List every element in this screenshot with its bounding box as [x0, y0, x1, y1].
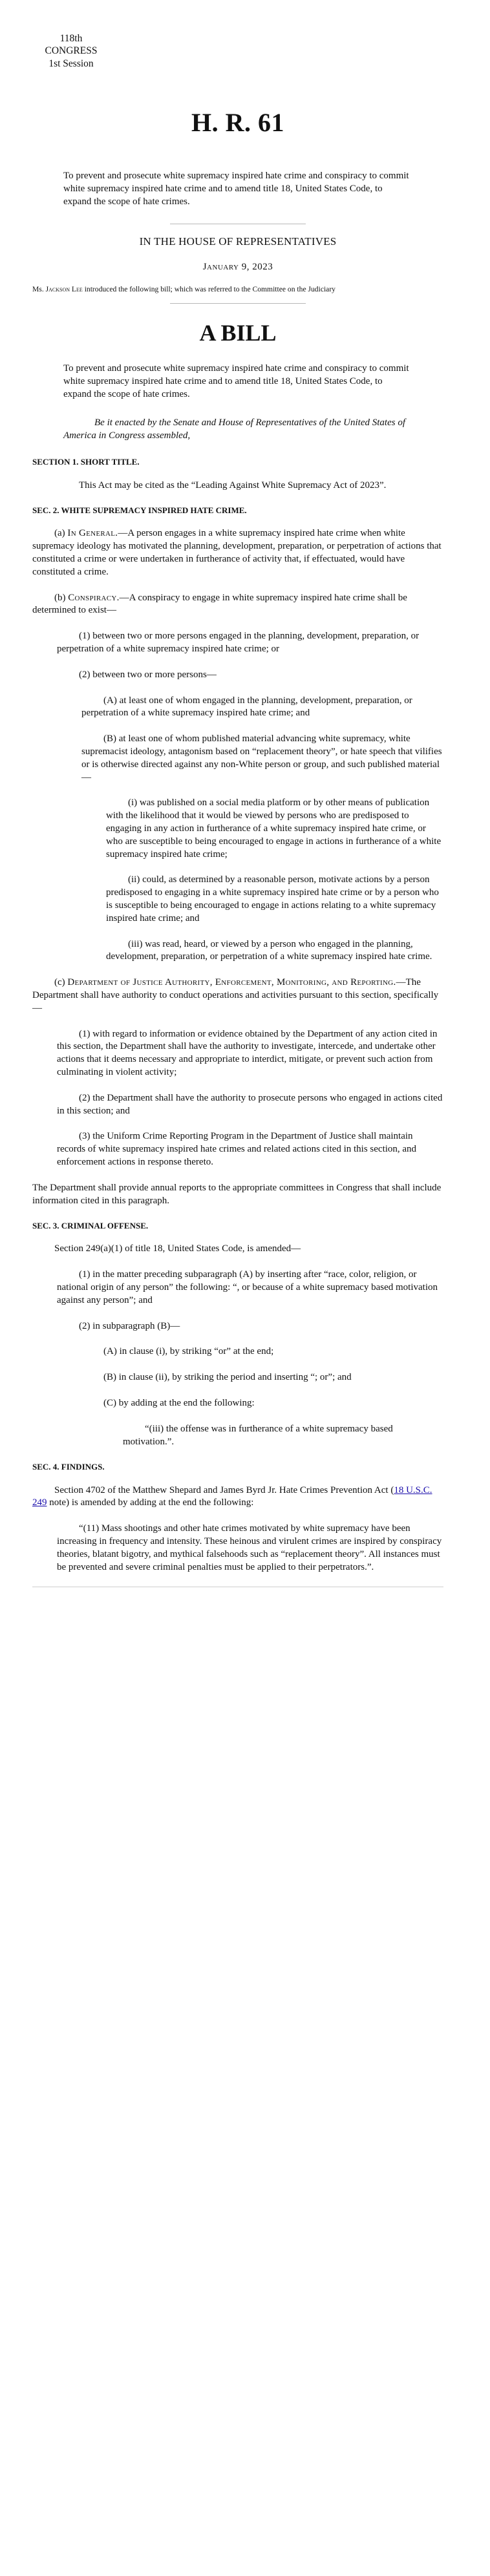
paragraph-b-1: (1) between two or more persons engaged in the planning, development, preparation, or perpetration of a white supremacy inspired hate crime; or	[57, 631, 420, 655]
amendment-1: (1) in the matter preceding subparagraph (A) by inserting after “race, color, religion, or national origin of any person” the following: “, or because of a white supremacy based motivation against any person”; and	[57, 1269, 438, 1305]
divider	[170, 303, 306, 304]
subsection-b-label: (b)	[54, 592, 69, 603]
subsection-a-text: —A person engages in a white supremacy inspired hate crime when white supremacy ideology has motivated the planning, development, preparation, or perpetration of actions that constituted a crime or were undertaken in furtherance of activity that, if effectuated, would have constituted a crime.	[32, 528, 442, 577]
subsection-c-heading: Department of Justice Authority, Enforcement, Monitoring, and Reporting.	[67, 977, 396, 988]
clause-b-2-B-i: (i) was published on a social media platform or by other means of publication with the likelihood that it would be viewed by persons who are predisposed to engaging in any action in furtherance of a white supremacy inspired hate crime, or who are susceptible to being encouraged to engage in actions in furtherance of a white supremacy inspired hate crime;	[106, 797, 442, 860]
sponsor-name: Jackson Lee	[45, 284, 83, 293]
clause-b-2-B-ii: (ii) could, as determined by a reasonable person, motivate actions by a person predisposed to engaging in a white supremacy inspired hate crime or by a person who is susceptible to being encouraged to engage in actions relating to a white supremacy inspired hate crime; and	[106, 874, 439, 924]
clause-b-2-B-iii: (iii) was read, heard, or viewed by a person who engaged in the planning, development, preparation, or perpetration of a white supremacy inspired hate crime.	[106, 938, 432, 962]
subsection-c	[32, 977, 443, 1015]
subsection-b-text: —A conspiracy to engage in white supremacy inspired hate crime shall be determined to exist—	[32, 592, 407, 616]
introduction-date: January 9, 2023	[202, 261, 273, 272]
congress-number: 118th	[59, 33, 83, 44]
section-3-intro: Section 249(a)(1) of title 18, United States Code, is amended—	[54, 1243, 301, 1254]
section-1-text: This Act may be cited as the “Leading Against White Supremacy Act of 2023”.	[79, 480, 387, 491]
subsection-c-label: (c)	[54, 977, 68, 988]
amendment-2-C-quote: “(iii) the offense was in furtherance of a white supremacy based motivation.”.	[123, 1423, 393, 1447]
finding-11-quote: “(11) Mass shootings and other hate crimes motivated by white supremacy have been increasing in frequency and intensity. These heinous and virulent crimes are inspired by conspiracy theories, blatant bigotry, and mythical falsehoods such as “replacement theory”. All instances must be prevented and severe criminal penalties must be applied to their perpetrators.”.	[57, 1523, 442, 1572]
enacting-clause: Be it enacted by the Senate and House of Representatives of the United States of America in Congress assembled,	[63, 417, 405, 441]
amendment-2: (2) in subparagraph (B)—	[79, 1320, 180, 1331]
section-4-intro-after: note) is amended by adding at the end the following:	[47, 1497, 254, 1508]
a-bill-heading: A BILL	[199, 319, 277, 346]
subsection-c-text: —The Department shall have authority to conduct operations and activities pursuant to this section, specifically—	[32, 977, 439, 1013]
section-4-heading: SEC. 4. FINDINGS.	[32, 1462, 105, 1472]
subsection-b-heading: Conspiracy.	[68, 592, 120, 603]
subsection-b	[32, 592, 443, 618]
amendment-2-A: (A) in clause (i), by striking “or” at the end;	[103, 1346, 274, 1357]
paragraph-c-3: (3) the Uniform Crime Reporting Program in the Department of Justice shall maintain records of white supremacy inspired hate crimes and related actions cited in this section, and enforcement actions in response thereto.	[57, 1131, 417, 1167]
sponsor-prefix: Ms.	[32, 284, 46, 293]
section-2-heading: SEC. 2. WHITE SUPREMACY INSPIRED HATE CRIME.	[32, 505, 247, 516]
section-4-intro	[32, 1484, 443, 1510]
congress-label: CONGRESS	[45, 45, 98, 57]
section-2-closing: The Department shall provide annual reports to the appropriate committees in Congress that shall include information cited in this paragraph.	[32, 1182, 442, 1206]
paragraph-b-2: (2) between two or more persons—	[79, 669, 217, 680]
paragraph-c-2: (2) the Department shall have the authority to prosecute persons who engaged in actions cited in this section; and	[57, 1092, 443, 1116]
session-label: 1st Session	[48, 58, 94, 69]
section-1-heading: SECTION 1. SHORT TITLE.	[32, 457, 140, 467]
amendment-2-C: (C) by adding at the end the following:	[103, 1398, 255, 1409]
chamber-heading: IN THE HOUSE OF REPRESENTATIVES	[139, 235, 337, 248]
subparagraph-b-2-A: (A) at least one of whom engaged in the planning, development, preparation, or perpetration of a white supremacy inspired hate crime; and	[81, 695, 412, 719]
introduction-statement	[32, 284, 443, 294]
long-title: To prevent and prosecute white supremacy inspired hate crime and conspiracy to commit white supremacy inspired hate crime and to amend title 18, United States Code, to expand the scope of hate crimes.	[63, 170, 409, 207]
section-3-heading: SEC. 3. CRIMINAL OFFENSE.	[32, 1221, 149, 1231]
subsection-a-heading: In General.	[67, 528, 118, 539]
congress-session-block	[32, 32, 110, 70]
paragraph-c-1: (1) with regard to information or evidence obtained by the Department of any action cited in this section, the Department shall have the authority to investigate, intercede, and undertake other actions that it deems necessary and appropriate to interdict, mitigate, or prevent such action from culminating in violent activity;	[57, 1028, 438, 1077]
referral-text: introduced the following bill; which was referred to the Committee on the Judiciary	[82, 284, 336, 293]
subsection-a	[32, 527, 443, 578]
usc-citation-link[interactable]: 18 U.S.C. 249	[32, 1484, 432, 1508]
subparagraph-b-2-B: (B) at least one of whom published material advancing white supremacy, white supremacist ideology, antagonism based on “replacement theory”, or hate speech that vilifies or is otherwise directed against any non-White person or group, and such published material—	[81, 734, 442, 783]
section-4-intro-before: Section 4702 of the Matthew Shepard and James Byrd Jr. Hate Crimes Prevention Act (	[54, 1484, 394, 1495]
bill-number: H. R. 61	[191, 108, 284, 138]
official-title: To prevent and prosecute white supremacy inspired hate crime and conspiracy to commit white supremacy inspired hate crime and to amend title 18, United States Code, to expand the scope of hate crimes.	[63, 363, 409, 399]
subsection-a-label: (a)	[54, 528, 68, 539]
amendment-2-B: (B) in clause (ii), by striking the period and inserting “; or”; and	[103, 1372, 352, 1383]
